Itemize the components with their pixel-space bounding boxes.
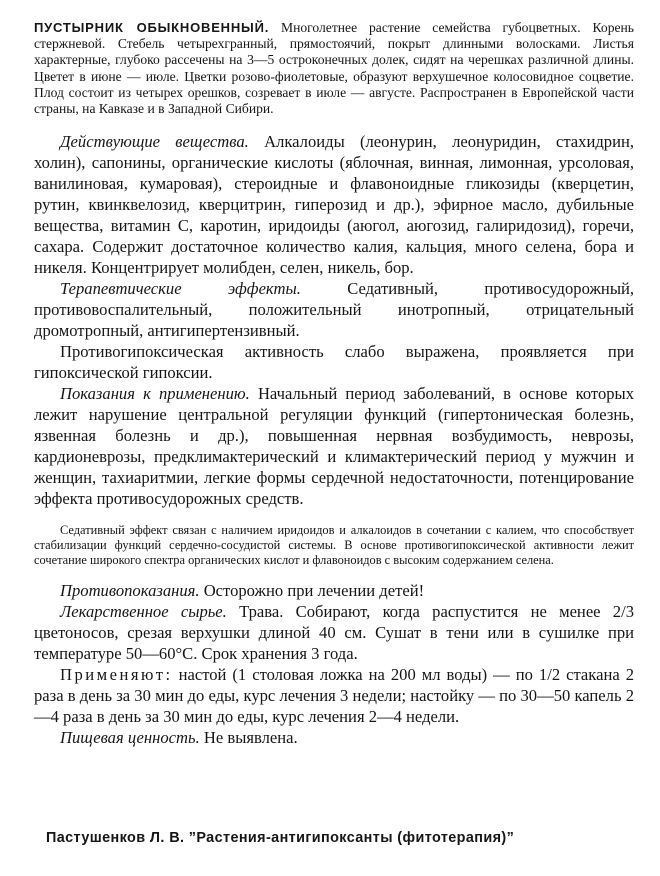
raw-material-heading: Лекарственное сырье. [60,601,227,621]
indications-paragraph [34,383,634,509]
active-substances-text: Алкалоиды (леонурин, леонуридин, стахидрин, холин), сапонины, органические кислоты (яблочная, винная, лимонная, урсоловая, ванилиновая, кумаровая), стероидные и флавоноидные гликозиды (кверцетин, рутин, квинквелозид, кверцитрин, гиперозид и др.), эфирное масло, дубильные вещества, витамин С, каротин, иридоиды (аюгол, аюгозид, галиридозид), горечи, сахара. Содержит достаточное количество калия, кальция, много селена, бора и никеля. Концентрирует молибден, селен, никель, бор. [34,132,635,278]
plant-title: ПУСТЫРНИК ОБЫКНОВЕННЫЙ. [34,20,270,35]
small-print-note-text: Седативный эффект связан с наличием иридоидов и алкалоидов в сочетании с калием, что способствует стабилизации функций сердечно-сосудистой системы. В основе противогипоксической активности лежит сочетание широкого спектра органических кислот и флавоноидов с высоким содержанием селена. [34,523,634,567]
small-print-note [34,523,634,567]
raw-material-paragraph [34,601,634,664]
nutrition-paragraph [34,727,634,748]
usage-heading: Применяют: [60,664,173,684]
therapeutic-effects-paragraph [34,278,634,341]
antihypoxic-activity-text: Противогипоксическая активность слабо выражена, проявляется при гипоксической гипоксии. [34,342,634,383]
therapeutic-effects-heading: Терапевтические эффекты. [60,279,301,299]
contraindications-text: Осторожно при лечении детей! [203,580,425,600]
plant-description [34,20,634,117]
raw-material-text: Трава. Собирают, когда распустится не менее 2/3 цветоносов, срезая верхушки длиной 40 см. Сушат в тени или в сушилке при температуре 50—60°С. Срок хранения 3 года. [34,601,635,663]
usage-text: настой (1 столовая ложка на 200 мл воды) — по 1/2 стакана 2 раза в день за 30 мин до еды, курс лечения 3 недели; настойку — по 30—50 капель 2—4 раза в день за 30 мин до еды, курс лечения 2—4 недели. [34,664,634,726]
nutrition-heading: Пищевая ценность. [60,727,200,747]
source-attribution: Пастушенков Л. В. ”Растения-антигипоксанты (фитотерапия)” [46,830,515,846]
antihypoxic-activity-paragraph [34,341,634,383]
usage-paragraph [34,664,634,727]
active-substances-heading: Действующие вещества. [60,132,249,152]
active-substances-paragraph [34,131,634,278]
indications-text: Начальный период заболеваний, в основе которых лежит нарушение центральной регуляции функций (гипертоническая болезнь, язвенная болезнь и др.), повышенная нервная возбудимость, неврозы, кардионеврозы, предклимактерический и климактерический период у мужчин и женщин, тахиаритмии, легкие формы сердечной недостаточности, потенцирование эффекта противосудорожных средств. [34,384,634,509]
indications-heading: Показания к применению. [60,384,250,404]
nutrition-text: Не выявлена. [203,727,298,747]
therapeutic-effects-text: Седативный, противосудорожный, противовоспалительный, положительный инотропный, отрицательный дромотропный, антигипертензивный. [34,279,634,341]
plant-description-text: Многолетнее растение семейства губоцветных. Корень стержневой. Стебель четырехгранный, прямостоячий, покрыт длинными волосками. Листья характерные, глубоко рассечены на 3—5 остроконечных долек, сидят на черешках различной длины. Цветет в июне — июле. Цветки розово-фиолетовые, образуют верхушечное колосовидное соцветие. Плод состоит из четырех орешков, созревает в июле — августе. Распространен в Европейской части страны, на Кавказе и в Западной Сибири. [34,20,634,117]
contraindications-heading: Противопоказания. [60,580,200,600]
contraindications-paragraph [34,580,634,601]
